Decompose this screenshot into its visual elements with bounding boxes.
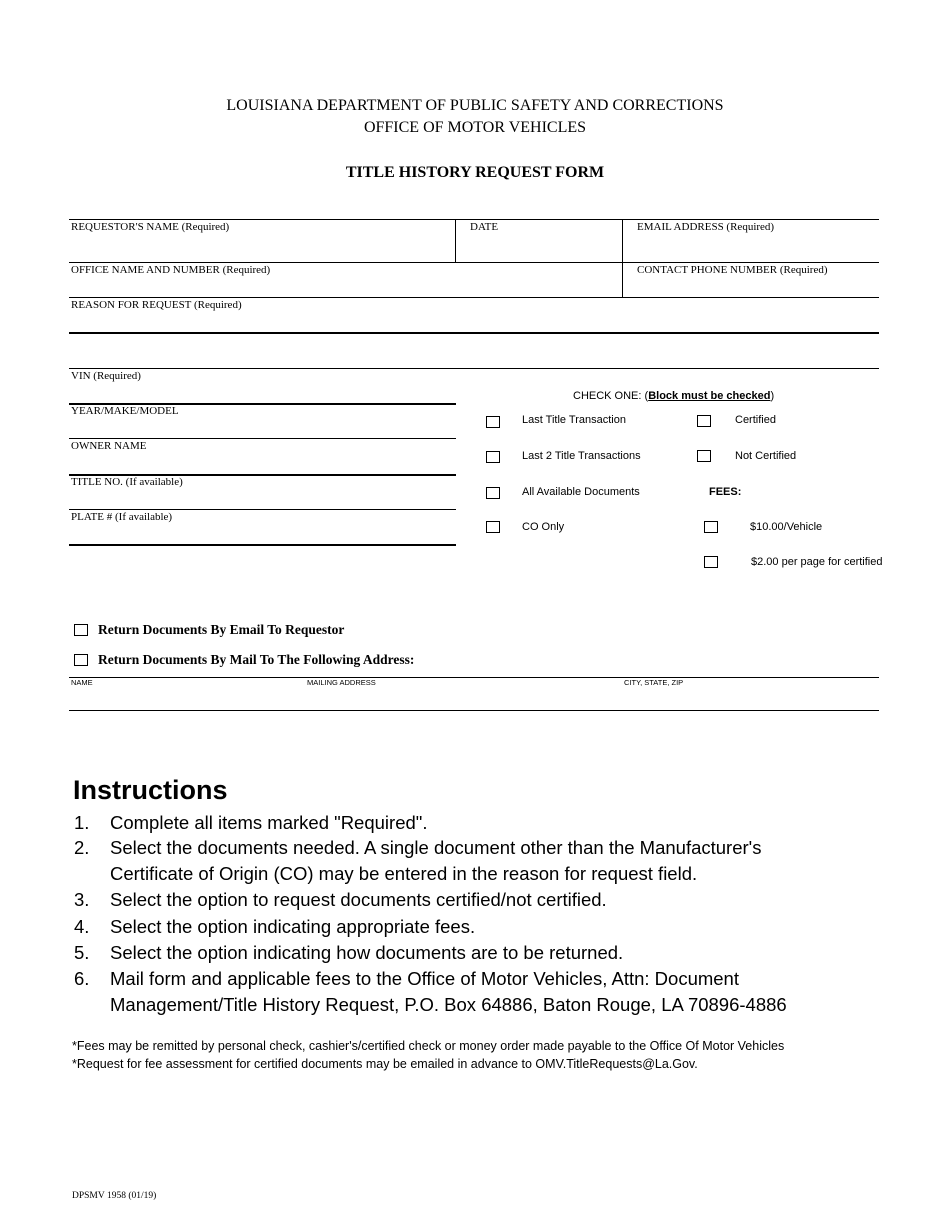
grid-line — [69, 297, 879, 298]
address-line — [69, 677, 879, 678]
year-make-model-field[interactable]: YEAR/MAKE/MODEL — [71, 405, 179, 417]
instruction-item — [74, 966, 739, 992]
grid-line — [69, 219, 879, 220]
address-mailing-field[interactable]: MAILING ADDRESS — [307, 678, 376, 687]
reason-line-2 — [69, 368, 879, 369]
last-title-label: Last Title Transaction — [522, 414, 626, 426]
instruction-text: Select the documents needed. A single document other than the Manufacturer's — [110, 837, 762, 858]
instruction-number: 1. — [74, 812, 90, 833]
not-certified-checkbox[interactable] — [697, 450, 711, 462]
date-field[interactable]: DATE — [470, 221, 499, 233]
office-name-field[interactable]: OFFICE NAME AND NUMBER (Required) — [71, 264, 271, 276]
email-field[interactable]: EMAIL ADDRESS (Required) — [637, 221, 775, 233]
instruction-item — [74, 914, 475, 940]
check-one-prefix: CHECK ONE: ( — [573, 390, 649, 402]
instruction-continuation: Certificate of Origin (CO) may be entered in the reason for request field. — [110, 863, 698, 884]
field-line — [69, 509, 456, 510]
field-line — [69, 438, 456, 439]
instruction-item — [74, 887, 607, 913]
form-title: TITLE HISTORY REQUEST FORM — [345, 164, 605, 181]
instructions-heading: Instructions — [73, 775, 228, 805]
instruction-text: Select the option to request documents certified/not certified. — [110, 889, 607, 910]
form-number: DPSMV 1958 (01/19) — [72, 1191, 157, 1201]
last-title-checkbox[interactable] — [486, 416, 500, 428]
certified-checkbox[interactable] — [697, 415, 711, 427]
instruction-number: 5. — [74, 942, 90, 963]
return-email-label: Return Documents By Email To Requestor — [98, 622, 345, 637]
fees-label: FEES: — [709, 486, 742, 498]
field-line — [69, 544, 456, 546]
owner-name-field[interactable]: OWNER NAME — [71, 440, 147, 452]
grid-line — [69, 262, 879, 263]
contact-phone-field[interactable]: CONTACT PHONE NUMBER (Required) — [637, 264, 828, 276]
instruction-number: 3. — [74, 889, 90, 910]
reason-field[interactable]: REASON FOR REQUEST (Required) — [71, 299, 242, 311]
instruction-number: 6. — [74, 968, 90, 989]
return-mail-label: Return Documents By Mail To The Following Address: — [98, 652, 415, 667]
co-only-label: CO Only — [522, 521, 565, 533]
certified-label: Certified — [735, 414, 776, 426]
instruction-continuation: Management/Title History Request, P.O. Box 64886, Baton Rouge, LA 70896-4886 — [110, 994, 787, 1015]
return-mail-checkbox[interactable] — [74, 654, 88, 666]
all-docs-label: All Available Documents — [522, 486, 640, 498]
office-title: OFFICE OF MOTOR VEHICLES — [363, 119, 587, 136]
instruction-text: Complete all items marked "Required". — [110, 812, 428, 833]
requestor-name-field[interactable]: REQUESTOR'S NAME (Required) — [71, 221, 230, 233]
plate-field[interactable]: PLATE # (If available) — [71, 511, 173, 523]
instruction-item — [74, 940, 623, 966]
fee-page-checkbox[interactable] — [704, 556, 718, 568]
fee-vehicle-checkbox[interactable] — [704, 521, 718, 533]
vin-field[interactable]: VIN (Required) — [71, 370, 141, 382]
address-city-field[interactable]: CITY, STATE, ZIP — [624, 678, 684, 687]
address-underline — [69, 710, 879, 711]
instruction-text: Mail form and applicable fees to the Office of Motor Vehicles, Attn: Document — [110, 968, 739, 989]
department-title: LOUISIANA DEPARTMENT OF PUBLIC SAFETY AND CORRECTIONS — [226, 97, 724, 114]
fee-vehicle-label: $10.00/Vehicle — [750, 521, 823, 533]
return-email-checkbox[interactable] — [74, 624, 88, 636]
instruction-text: Select the option indicating how documents are to be returned. — [110, 942, 624, 963]
instruction-number: 4. — [74, 916, 90, 937]
check-one-emphasis: Block must be checked — [648, 390, 771, 402]
not-certified-label: Not Certified — [735, 450, 797, 462]
fee-note: *Fees may be remitted by personal check, cashier's/certified check or money order made payable to the Office Of Motor Vehicles — [72, 1039, 785, 1053]
last-2-titles-checkbox[interactable] — [486, 451, 500, 463]
title-no-field[interactable]: TITLE NO. (If available) — [71, 476, 183, 488]
co-only-checkbox[interactable] — [486, 521, 500, 533]
instruction-item — [74, 810, 427, 836]
instruction-text: Select the option indicating appropriate fees. — [110, 916, 476, 937]
grid-divider — [622, 219, 623, 297]
check-one-label — [573, 390, 774, 402]
address-name-field[interactable]: NAME — [71, 678, 93, 687]
instruction-item — [74, 835, 761, 861]
instruction-number: 2. — [74, 837, 90, 858]
grid-divider — [455, 219, 456, 262]
check-one-suffix: ) — [770, 390, 775, 402]
reason-underline — [69, 332, 879, 334]
last-2-titles-label: Last 2 Title Transactions — [522, 450, 641, 462]
email-note: *Request for fee assessment for certified documents may be emailed in advance to OMV.TitleRequests@La.Gov. — [72, 1057, 698, 1071]
fee-page-label: $2.00 per page for certified — [751, 556, 883, 568]
all-docs-checkbox[interactable] — [486, 487, 500, 499]
